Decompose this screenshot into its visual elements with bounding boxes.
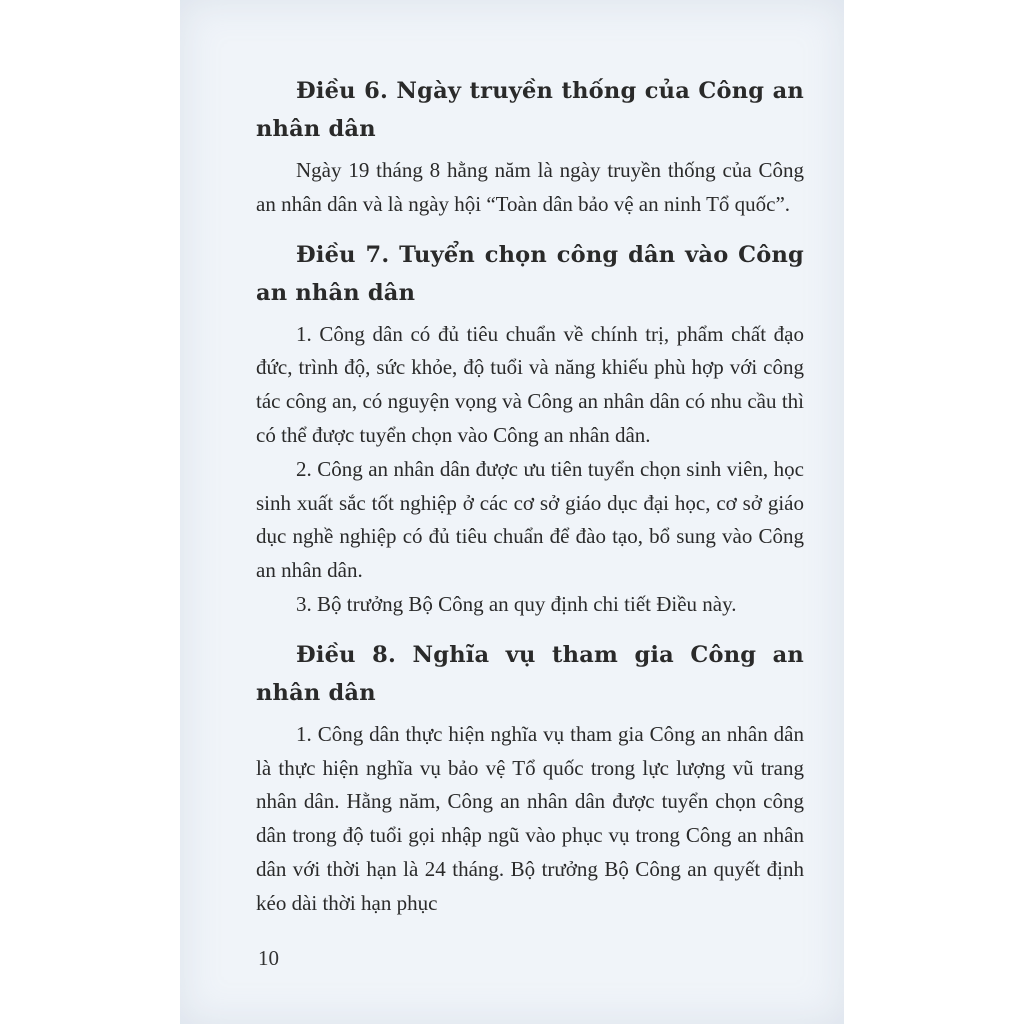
article-7-paragraph-3: 3. Bộ trưởng Bộ Công an quy định chi tiết Điều này. (296, 591, 737, 616)
article-8-paragraph-1: 1. Công dân thực hiện nghĩa vụ tham gia Công an nhân dân là thực hiện nghĩa vụ bảo vệ Tổ quốc trong lực lượng vũ trang nhân dân. Hằng năm, Công an nhân dân được tuyển chọn công dân trong độ tuổi gọi nhập ngũ vào phục vụ trong Công an nhân dân với thời hạn là 24 tháng. Bộ trưởng Bộ Công an quyết định kéo dài thời hạn phục (256, 721, 804, 915)
book-page (180, 0, 844, 1024)
article-6-paragraph-1: Ngày 19 tháng 8 hằng năm là ngày truyền thống của Công an nhân dân và là ngày hội “Toàn dân bảo vệ an ninh Tổ quốc”. (256, 158, 804, 216)
article-7-heading: Điều 7. Tuyển chọn công dân vào Công an nhân dân (256, 241, 804, 306)
page-content (256, 72, 804, 921)
article-8-heading: Điều 8. Nghĩa vụ tham gia Công an nhân dân (256, 641, 804, 706)
article-7-paragraph-2: 2. Công an nhân dân được ưu tiên tuyển chọn sinh viên, học sinh xuất sắc tốt nghiệp ở các cơ sở giáo dục đại học, cơ sở giáo dục nghề nghiệp có đủ tiêu chuẩn để đào tạo, bổ sung vào Công an nhân dân. (256, 456, 804, 583)
article-6-heading: Điều 6. Ngày truyền thống của Công an nhân dân (256, 78, 804, 142)
page-number: 10 (258, 946, 279, 970)
article-7-paragraph-1: 1. Công dân có đủ tiêu chuẩn về chính trị, phẩm chất đạo đức, trình độ, sức khỏe, độ tuổi và năng khiếu phù hợp với công tác công an, có nguyện vọng và Công an nhân dân có nhu cầu thì có thể được tuyển chọn vào Công an nhân dân. (256, 321, 804, 447)
